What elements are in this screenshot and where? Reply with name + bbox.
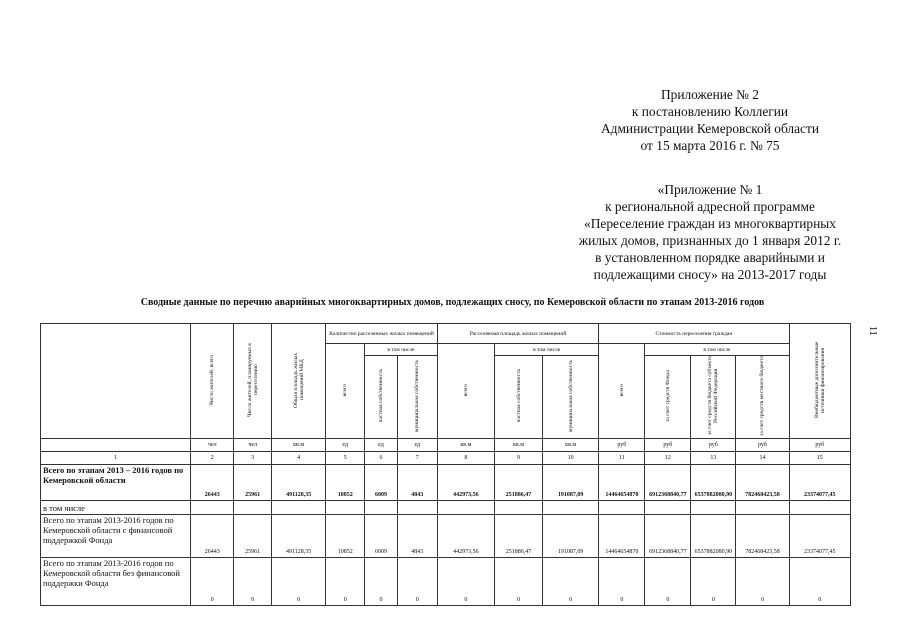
- header-including: в том числе: [494, 344, 598, 356]
- table-cell: [191, 501, 234, 515]
- row-label: Всего по этапам 2013-2016 годов по Кемеровской области без финансовой поддержки Фонда: [41, 558, 191, 606]
- table-cell: 782468423,58: [736, 465, 789, 501]
- table-cell: 6912368840,77: [645, 465, 691, 501]
- header-cost-local: за счет средств местного бюджета: [736, 356, 789, 439]
- table-title: Сводные данные по перечню аварийных многоквартирных домов, подлежащих сносу, по Кемеровской области по этапам 2013-2016 годов: [140, 297, 765, 308]
- table-cell: 0: [397, 558, 437, 606]
- table-cell: 0: [494, 558, 542, 606]
- unit-cell: кв.м: [437, 439, 494, 452]
- table-cell: 491128,35: [272, 515, 326, 558]
- table-cell: 0: [272, 558, 326, 606]
- column-number: 5: [326, 452, 365, 465]
- table-cell: [326, 501, 365, 515]
- table-cell: 0: [789, 558, 850, 606]
- header-area-private: частная собственность: [494, 356, 542, 439]
- header-area-total: всего: [437, 344, 494, 439]
- appendix-line: от 15 марта 2016 г. № 75: [640, 138, 780, 153]
- header-including: в том числе: [645, 344, 789, 356]
- header-premises-municipal: муниципальная собственность: [397, 356, 437, 439]
- table-cell: 0: [437, 558, 494, 606]
- table-row: [41, 465, 851, 501]
- header-area-municipal: муниципальная собственность: [543, 356, 599, 439]
- row-label: Всего по этапам 2013-2016 годов по Кемеровской области с финансовой поддержкой Фонда: [41, 515, 191, 558]
- table-cell: 0: [599, 558, 645, 606]
- header-group-area: Расселяемая площадь жилых помещений: [437, 324, 599, 344]
- column-number: 2: [191, 452, 234, 465]
- column-number: 6: [365, 452, 398, 465]
- unit-cell: руб: [736, 439, 789, 452]
- program-line: к региональной адресной программе: [605, 199, 815, 214]
- table-cell: 442973,56: [437, 515, 494, 558]
- table-cell: 6009: [365, 515, 398, 558]
- column-number: 1: [41, 452, 191, 465]
- table-cell: [599, 501, 645, 515]
- table-cell: 0: [645, 558, 691, 606]
- table-cell: 0: [691, 558, 736, 606]
- table-cell: [789, 501, 850, 515]
- unit-cell: чел: [191, 439, 234, 452]
- table-cell: 6009: [365, 465, 398, 501]
- table-cell: 4843: [397, 515, 437, 558]
- table-cell: [736, 501, 789, 515]
- column-number: 7: [397, 452, 437, 465]
- appendix-header: [540, 86, 880, 154]
- table-cell: 23374077,45: [789, 465, 850, 501]
- program-header: [520, 181, 900, 283]
- header-cost-fund: за счет средств Фонда: [645, 356, 691, 439]
- unit-cell: руб: [645, 439, 691, 452]
- table-cell: 442973,56: [437, 465, 494, 501]
- header-cost-total: всего: [599, 344, 645, 439]
- table-cell: 0: [326, 558, 365, 606]
- header-group-premises: Количество расселяемых жилых помещений: [326, 324, 437, 344]
- table-cell: [494, 501, 542, 515]
- table-cell: [365, 501, 398, 515]
- unit-cell: руб: [789, 439, 850, 452]
- unit-cell: [41, 439, 191, 452]
- table-cell: 782468423,58: [736, 515, 789, 558]
- table-cell: 23374077,45: [789, 515, 850, 558]
- column-numbers-row: [41, 452, 851, 465]
- table-cell: 251886,47: [494, 515, 542, 558]
- program-line: «Переселение граждан из многоквартирных: [584, 216, 836, 231]
- table-cell: 0: [234, 558, 272, 606]
- appendix-line: к постановлению Коллегии: [631, 104, 789, 119]
- table-cell: 0: [543, 558, 599, 606]
- table-cell: 26443: [191, 515, 234, 558]
- unit-cell: кв.м: [543, 439, 599, 452]
- summary-table: [40, 323, 851, 606]
- table-cell: 14464654870: [599, 515, 645, 558]
- program-line: подлежащими сносу» на 2013-2017 годы: [593, 267, 827, 282]
- table-cell: 26443: [191, 465, 234, 501]
- unit-cell: чел: [234, 439, 272, 452]
- column-number: 8: [437, 452, 494, 465]
- program-line: жилых домов, признанных до 1 января 2012 г.: [578, 233, 842, 248]
- table-cell: 251886,47: [494, 465, 542, 501]
- table-cell: 6537882080,90: [691, 515, 736, 558]
- column-number: 4: [272, 452, 326, 465]
- table-row: [41, 515, 851, 558]
- column-number: 3: [234, 452, 272, 465]
- unit-cell: руб: [599, 439, 645, 452]
- column-number: 11: [599, 452, 645, 465]
- column-number: 14: [736, 452, 789, 465]
- header-extra-sources: Внебюджетные дополнительные источники финансирования: [789, 324, 850, 439]
- appendix-line: Приложение № 2: [660, 87, 760, 102]
- row-label: в том числе: [41, 501, 191, 515]
- table-cell: 0: [191, 558, 234, 606]
- table-row: [41, 558, 851, 606]
- appendix-line: Администрации Кемеровской области: [600, 121, 820, 136]
- table-cell: [234, 501, 272, 515]
- page-number: 11: [867, 326, 878, 336]
- header-including: в том числе: [365, 344, 438, 356]
- header-total-area: Общая площадь жилых помещений МКД: [272, 324, 326, 439]
- header-premises-total: всего: [326, 344, 365, 439]
- column-number: 13: [691, 452, 736, 465]
- table-cell: 10852: [326, 465, 365, 501]
- table-cell: 25961: [234, 465, 272, 501]
- table-cell: 0: [736, 558, 789, 606]
- table-cell: 6912368840,77: [645, 515, 691, 558]
- table-cell: 4843: [397, 465, 437, 501]
- unit-cell: руб: [691, 439, 736, 452]
- table-cell: 191087,09: [543, 465, 599, 501]
- unit-cell: кв.м: [494, 439, 542, 452]
- table-cell: 6537882080,90: [691, 465, 736, 501]
- table-cell: [437, 501, 494, 515]
- column-number: 12: [645, 452, 691, 465]
- header-residents-total: Число жителей, всего: [191, 324, 234, 439]
- table-cell: [397, 501, 437, 515]
- header-cost-region: за счет средств бюджета субъекта Российской Федерации: [691, 356, 736, 439]
- units-row: [41, 439, 851, 452]
- table-cell: [691, 501, 736, 515]
- table-cell: 10852: [326, 515, 365, 558]
- unit-cell: ед: [397, 439, 437, 452]
- header-premises-private: частная собственность: [365, 356, 398, 439]
- table-cell: [272, 501, 326, 515]
- table-cell: 191087,09: [543, 515, 599, 558]
- header-group-cost: Стоимость переселения граждан: [599, 324, 789, 344]
- unit-cell: кв.м: [272, 439, 326, 452]
- table-cell: 14464654870: [599, 465, 645, 501]
- program-line: «Приложение № 1: [657, 182, 763, 197]
- label-header-cell: [41, 324, 191, 439]
- program-line: в установленном порядке аварийными и: [595, 250, 825, 265]
- column-number: 10: [543, 452, 599, 465]
- table-row: [41, 501, 851, 515]
- column-number: 9: [494, 452, 542, 465]
- table-cell: 0: [365, 558, 398, 606]
- table-cell: 491128,35: [272, 465, 326, 501]
- table-cell: 25961: [234, 515, 272, 558]
- header-residents-resettled: Число жителей, планируемых к переселению: [234, 324, 272, 439]
- column-number: 15: [789, 452, 850, 465]
- table-cell: [645, 501, 691, 515]
- row-label: Всего по этапам 2013 – 2016 годов по Кемеровской области: [41, 465, 191, 501]
- unit-cell: ед: [365, 439, 398, 452]
- table-cell: [543, 501, 599, 515]
- unit-cell: ед: [326, 439, 365, 452]
